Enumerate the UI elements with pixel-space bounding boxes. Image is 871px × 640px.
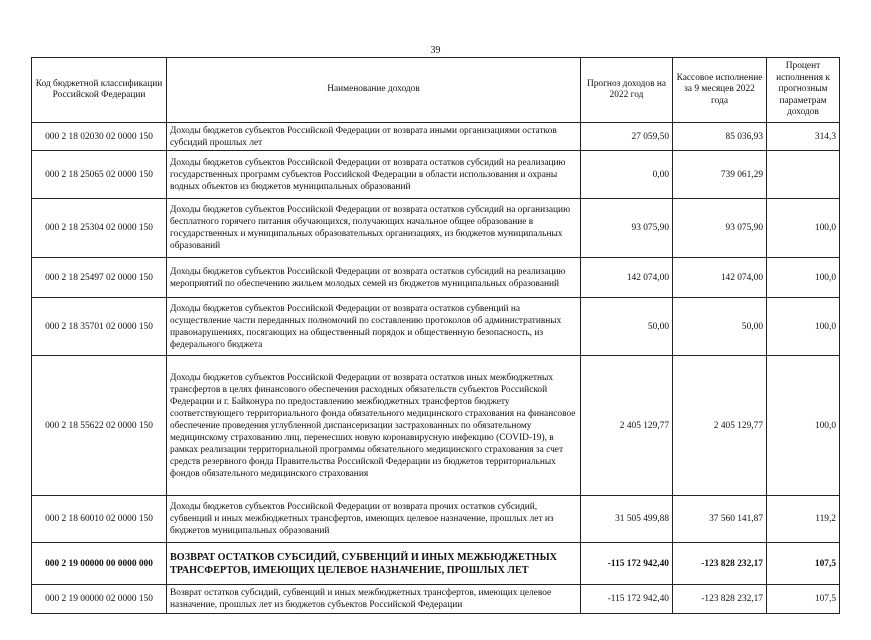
percent-value (767, 151, 840, 199)
budget-code: 000 2 18 55622 02 0000 150 (32, 356, 167, 496)
revenue-name: Доходы бюджетов субъектов Российской Федерации от возврата остатков субвенций на осуществление части переданных полномочий по составлению протоколов об административных правонарушениях, посягающих на общественный порядок и общественную безопасность, из федерального бюджета (167, 298, 581, 356)
header-forecast: Прогноз доходов на 2022 год (581, 58, 673, 123)
actual-value: -123 828 232,17 (673, 543, 767, 585)
forecast-value: 50,00 (581, 298, 673, 356)
forecast-value: 0,00 (581, 151, 673, 199)
revenue-name: Возврат остатков субсидий, субвенций и иных межбюджетных трансфертов, имеющих целевое назначение, прошлых лет из бюджетов субъектов Российской Федерации (167, 585, 581, 614)
actual-value: 142 074,00 (673, 258, 767, 298)
actual-value: 739 061,29 (673, 151, 767, 199)
table-row (32, 543, 840, 585)
percent-value: 107,5 (767, 543, 840, 585)
page-number: 39 (430, 45, 441, 56)
table-row (32, 151, 840, 199)
table-row (32, 356, 840, 496)
budget-code: 000 2 19 00000 02 0000 150 (32, 585, 167, 614)
percent-value: 100,0 (767, 298, 840, 356)
budget-code: 000 2 18 25497 02 0000 150 (32, 258, 167, 298)
revenue-name: Доходы бюджетов субъектов Российской Федерации от возврата остатков иных межбюджетных трансфертов в целях финансового обеспечения расходных обязательств субъектов Российской Федерации и г. Байконура по предоставлению межбюджетных трансфертов бюджету соответствующего территориального фонда обязательного медицинского страхования на финансовое обеспечение проведения углубленной диспансеризации застрахованных по обязательному медицинскому страхованию лиц, перенесших новую коронавирусную инфекцию (COVID-19), в рамках реализации территориальной программы обязательного медицинского страхования за счет средств резервного фонда Правительства Российской Федерации из бюджетов территориальных фондов обязательного медицинского страхования (167, 356, 581, 496)
table-row (32, 585, 840, 614)
actual-value: 50,00 (673, 298, 767, 356)
budget-code: 000 2 18 25304 02 0000 150 (32, 199, 167, 258)
header-name: Наименование доходов (167, 58, 581, 123)
budget-code: 000 2 18 60010 02 0000 150 (32, 496, 167, 543)
revenue-name: Доходы бюджетов субъектов Российской Федерации от возврата остатков субсидий на реализацию государственных программ субъектов Российской Федерации в области использования и охраны водных объектов из бюджетов муниципальных образований (167, 151, 581, 199)
revenue-name: Доходы бюджетов субъектов Российской Федерации от возврата остатков субсидий на реализацию мероприятий по обеспечению жильем молодых семей из бюджетов муниципальных образований (167, 258, 581, 298)
table-row (32, 298, 840, 356)
forecast-value: -115 172 942,40 (581, 543, 673, 585)
percent-value: 107,5 (767, 585, 840, 614)
percent-value: 100,0 (767, 258, 840, 298)
revenue-name: Доходы бюджетов субъектов Российской Федерации от возврата остатков субсидий на организацию бесплатного горячего питания обучающихся, получающих начальное общее образование в государственных и муниципальных образовательных организациях, из бюджетов муниципальных образований (167, 199, 581, 258)
table-row (32, 199, 840, 258)
revenue-name: Доходы бюджетов субъектов Российской Федерации от возврата иными организациями остатков субсидий прошлых лет (167, 123, 581, 151)
revenue-name: Доходы бюджетов субъектов Российской Федерации от возврата прочих остатков субсидий, субвенций и иных межбюджетных трансфертов, имеющих целевое назначение, прошлых лет из бюджетов муниципальных образований (167, 496, 581, 543)
actual-value: 93 075,90 (673, 199, 767, 258)
budget-code: 000 2 18 25065 02 0000 150 (32, 151, 167, 199)
forecast-value: -115 172 942,40 (581, 585, 673, 614)
budget-code: 000 2 18 02030 02 0000 150 (32, 123, 167, 151)
forecast-value: 93 075,90 (581, 199, 673, 258)
revenue-name: ВОЗВРАТ ОСТАТКОВ СУБСИДИЙ, СУБВЕНЦИЙ И ИНЫХ МЕЖБЮДЖЕТНЫХ ТРАНСФЕРТОВ, ИМЕЮЩИХ ЦЕЛЕВОЕ НАЗНАЧЕНИЕ, ПРОШЛЫХ ЛЕТ (167, 543, 581, 585)
actual-value: 2 405 129,77 (673, 356, 767, 496)
table-row (32, 496, 840, 543)
forecast-value: 31 505 499,88 (581, 496, 673, 543)
header-percent: Процент исполнения к прогнозным параметрам доходов (767, 58, 840, 123)
percent-value: 100,0 (767, 199, 840, 258)
table-header-row (32, 58, 840, 123)
actual-value: 85 036,93 (673, 123, 767, 151)
actual-value: 37 560 141,87 (673, 496, 767, 543)
forecast-value: 142 074,00 (581, 258, 673, 298)
percent-value: 314,3 (767, 123, 840, 151)
percent-value: 100,0 (767, 356, 840, 496)
table-row (32, 258, 840, 298)
header-code: Код бюджетной классификации Российской Федерации (32, 58, 167, 123)
forecast-value: 2 405 129,77 (581, 356, 673, 496)
budget-code: 000 2 18 35701 02 0000 150 (32, 298, 167, 356)
actual-value: -123 828 232,17 (673, 585, 767, 614)
percent-value: 119,2 (767, 496, 840, 543)
budget-code: 000 2 19 00000 00 0000 000 (32, 543, 167, 585)
table-row (32, 123, 840, 151)
forecast-value: 27 059,50 (581, 123, 673, 151)
header-actual: Кассовое исполнение за 9 месяцев 2022 года (673, 58, 767, 123)
revenue-table (31, 57, 840, 614)
